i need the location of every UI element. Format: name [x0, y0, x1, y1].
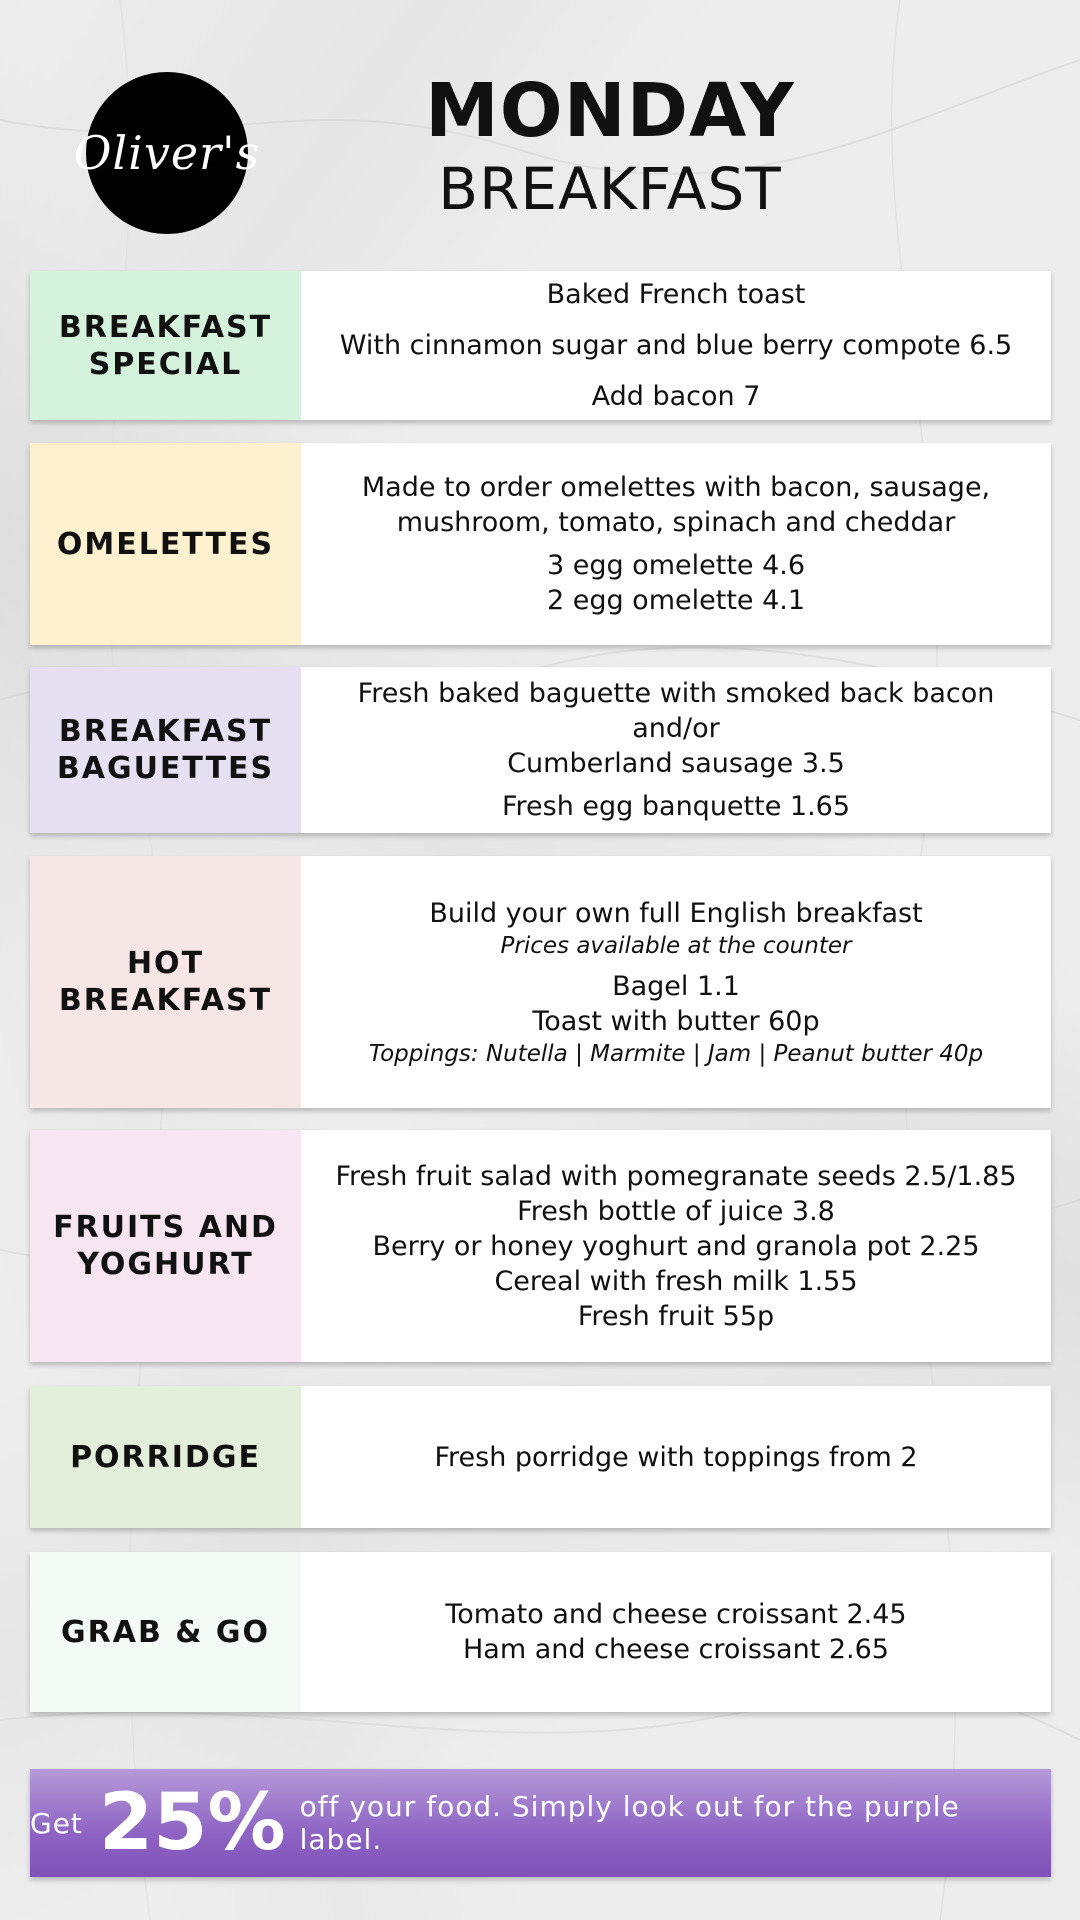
category-label: OMELETTES — [30, 443, 301, 645]
menu-section-porridge — [30, 1386, 1051, 1528]
promo-discount: 25% — [98, 1778, 286, 1868]
menu-section-hot-breakfast — [30, 856, 1051, 1108]
category-label: PORRIDGE — [30, 1386, 301, 1528]
menu-item: Fresh fruit 55p — [577, 1300, 775, 1332]
menu-item: Fresh fruit salad with pomegranate seeds 2.5/1.85 — [335, 1160, 1017, 1192]
menu-section-breakfast-special — [30, 271, 1051, 420]
section-items — [301, 443, 1051, 645]
category-label: BREAKFAST SPECIAL — [30, 271, 301, 420]
menu-item: Ham and cheese croissant 2.65 — [462, 1634, 889, 1665]
category-label: BREAKFAST BAGUETTES — [30, 667, 301, 833]
promo-suffix: off your food. Simply look out for the purple label. — [299, 1790, 960, 1856]
menu-item: Build your own full English breakfast — [429, 897, 923, 929]
section-items — [301, 1552, 1051, 1712]
menu-section-omelettes — [30, 443, 1051, 645]
olivers-logo — [73, 72, 261, 234]
section-items — [301, 667, 1051, 833]
menu-item: 3 egg omelette 4.6 — [546, 550, 806, 581]
menu-item: With cinnamon sugar and blue berry compote 6.5 — [339, 330, 1013, 361]
menu-section-fruits-and-yoghurt — [30, 1130, 1051, 1362]
menu-item: Toast with butter 60p — [532, 1005, 820, 1037]
menu-header — [360, 68, 860, 224]
menu-item: Fresh bottle of juice 3.8 — [517, 1195, 835, 1227]
menu-section-grab-and-go — [30, 1552, 1051, 1712]
menu-item: Fresh baked baguette with smoked back bacon and/or — [357, 678, 995, 744]
section-items — [301, 271, 1051, 420]
logo-text: Oliver's — [73, 126, 261, 180]
menu-item: Bagel 1.1 — [612, 970, 740, 1002]
menu-item: Berry or honey yoghurt and granola pot 2.25 — [372, 1230, 980, 1262]
menu-item: Baked French toast — [546, 279, 806, 310]
section-items — [301, 856, 1051, 1108]
menu-item: Tomato and cheese croissant 2.45 — [445, 1599, 907, 1630]
section-items — [301, 1130, 1051, 1362]
menu-item: Add bacon 7 — [591, 381, 761, 412]
promo-banner — [30, 1769, 1051, 1877]
menu-item: Cereal with fresh milk 1.55 — [494, 1265, 858, 1297]
promo-prefix: Get — [30, 1806, 83, 1840]
menu-item: Made to order omelettes with bacon, sausage, — [361, 472, 991, 503]
category-label: GRAB & GO — [30, 1552, 301, 1712]
menu-item: mushroom, tomato, spinach and cheddar — [396, 507, 956, 538]
menu-item: Fresh egg banquette 1.65 — [501, 791, 851, 822]
menu-section-breakfast-baguettes — [30, 667, 1051, 833]
meal-title: BREAKFAST — [438, 155, 782, 223]
menu-item: Cumberland sausage 3.5 — [507, 748, 845, 779]
category-label: FRUITS AND YOGHURT — [30, 1130, 301, 1362]
menu-item: 2 egg omelette 4.1 — [546, 585, 806, 616]
day-title: MONDAY — [425, 68, 795, 154]
section-items — [301, 1386, 1051, 1528]
category-label: HOT BREAKFAST — [30, 856, 301, 1108]
menu-item: Fresh porridge with toppings from 2 — [434, 1441, 918, 1473]
menu-note: Prices available at the counter — [500, 932, 852, 959]
menu-note: Toppings: Nutella | Marmite | Jam | Peanut butter 40p — [368, 1040, 984, 1067]
